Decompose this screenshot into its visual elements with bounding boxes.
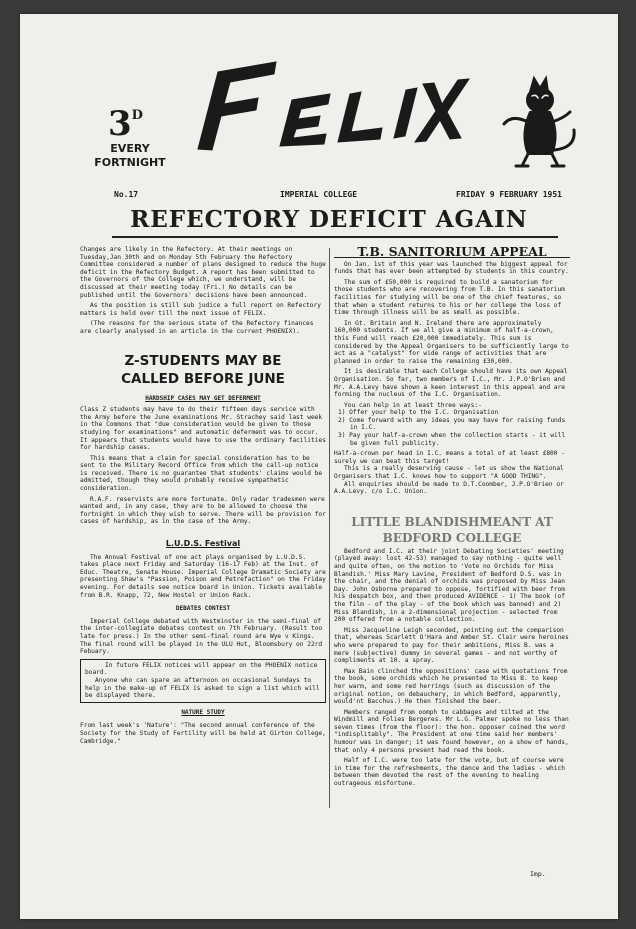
main-headline: REFECTORY DEFICIT AGAIN: [130, 206, 528, 233]
right-column: [334, 244, 570, 791]
luds-article: [80, 540, 326, 599]
issue-date: FRIDAY 9 FEBRUARY 1951: [456, 190, 562, 199]
tb-appeal-headline: T.B. SANITORIUM APPEAL: [334, 248, 570, 258]
headline-rule: [112, 236, 558, 238]
luds-paragraph: The Annual Festival of one act plays organised by L.U.D.S. takes place next Friday and Saturday (16-17 Feb) at the Inst. of Educ. Theatre, Senate House. Imperial College Dramatic Society are presenting Shaw's "Passion, Poison and Petrefaction" on the Friday evening. For details see notice board in Union. Tickets available from B.R. Knapp, 72, New Hostel or Union Rack.: [80, 553, 326, 599]
tb-appeal-paragraph: On Jan. 1st of this year was launched the biggest appeal for funds that has ever been attempted by students in this country.: [334, 260, 569, 276]
tb-appeal-closing: All enquiries should be made to D.T.Coomber, J.P.O'Brien or A.A.Levy. c/o I.C. Union.: [334, 480, 564, 496]
bedford-paragraph: Bedford and I.C. at their joint Debating Societies' meeting (played away: lost 42-53) managed to say nothing - quite well and quite often, on the motion to 'Vote no Orchids for Miss Blandish.' Miss Mary Lavine, President of Bedford D.S. was in the chair, and the denial of orchids was proposed by Miss Jean Day. John Osborne prepared to oppose, fortified with beer from his despatch box, and then produced AVIDENCE - 1) The book (of the film - of the play - of the book which was banned) and 2) Miss Blandish, in a 2-dimensional projection - selected from 200 offered from a notable collection.: [334, 547, 565, 624]
notice-line: Anyone who can spare an afternoon on occasional Sundays to help in the make-up of FELIX is asked to sign a list which will be displayed there.: [85, 676, 320, 700]
tb-appeal-paragraph: In Gt. Britain and N. Ireland there are approximately 160,000 students. If we all give a minimum of half-a-crown, this Fund will reach £20,000 immediately. This sum is considered by the Appeal Organisers to be sufficiently large to act as a "catalyst" for wide range of activities that are planned in order to raise the remaining £30,000.: [334, 319, 569, 365]
bedford-headline-1: LITTLE BLANDISHMEANT AT: [351, 514, 553, 529]
z-students-article: [80, 354, 326, 527]
bedford-headline-2: BEDFORD COLLEGE: [382, 530, 522, 545]
refectory-paragraph: (The reasons for the serious state of the Refectory finances are clearly analysed in an article in the current PHOENIX).: [80, 320, 314, 335]
price: [108, 104, 143, 144]
price-value: 3: [108, 104, 132, 144]
notice-line: In future FELIX notices will appear on the PHOENIX notice board.: [85, 661, 318, 677]
tb-appeal-paragraph: The sum of £50,000 is required to build a sanatorium for those students who are recovering from T.B. In this sanatorium facilities for studying will be one of the chief features, so that when a student returns to his or her college the loss of time through illness will be as small as possible.: [334, 278, 565, 317]
college-name: IMPERIAL COLLEGE: [280, 190, 358, 199]
bedford-signature: Imp.: [530, 870, 546, 878]
luds-headline: L.U.D.S. Festival: [165, 539, 241, 549]
column-divider: [329, 248, 330, 808]
z-students-paragraph: This means that a claim for special consideration has to be sent to the Military Record Office from which the call-up notice is received. There is no guarantee that students' claims would be admitted, though they would probably receive sympathetic consideration.: [80, 454, 323, 493]
tb-appeal-paragraph: You can help in at least three ways:-: [344, 401, 482, 409]
refectory-paragraph: As the position is still sub judice a full report on Refectory matters is held over till the next issue of FELIX.: [80, 302, 321, 317]
frequency-line-2: FORTNIGHT: [94, 156, 166, 169]
tb-appeal-way: 2) Come forward with any ideas you may have for raising funds in I.C.: [338, 416, 566, 432]
left-column: [80, 246, 326, 748]
tb-appeal-way: 3) Pay your half-a-crown when the collection starts - it will be given full publicity.: [338, 432, 566, 447]
price-unit: D: [131, 108, 143, 123]
bedford-paragraph: Miss Jacqueline Leigh seconded, pointing out the comparison that, whereas Scarlett O'Hara and Amber St. Clair were heroines who were prepared to pay for their ambitions, Miss B. was a mere (subjective) dummy in several games - and not worthy of compliments at 10. a spray.: [334, 626, 569, 665]
nature-study-article: [80, 709, 326, 745]
z-students-paragraph: R.A.F. reservists are more fortunate. Only radar tradesmen were wanted and, in any case, they are to be allowed to choose the fortnight in which they wish to serve. There will be provision for cases of hardship, as in the case of the Army.: [80, 495, 326, 526]
refectory-article: [80, 246, 326, 336]
tb-appeal-closing: This is a really deserving cause - let us show the National Organisers that I.C. knows how to support "A GOOD THING".: [334, 465, 564, 481]
bedford-paragraph: Max Bain clinched the oppositions' case with quotations from the book, some orchids which he presented to Miss B. to keep her warm, and some red herrings (such as discussion of the original notion, on debauchery, in which Bedford, apparently, would'nt Bacchus.) He then finished the beer.: [334, 667, 568, 706]
bedford-article: [334, 516, 570, 788]
tb-appeal-article: [334, 244, 570, 496]
bedford-paragraph: Members ranged from oomph to cabbages and tilted at the Windmill and Folies Bergeres. Mr L.G. Palmer spoke no less than seven times (from the floor): the hon. opposer coined the word "indisplitably". The President at one time said her members' humour was in danger; it was found however, on a show of hands, that only 4 persons present had read the book.: [334, 708, 569, 754]
tb-appeal-way: 1) Offer your help to the I.C. Organisation: [338, 409, 499, 417]
newspaper-page: [20, 14, 618, 919]
debates-paragraph: Imperial College debated with Westminster in the semi-final of the inter-collegiate debates contest on 7th February. (Result too late for press.) In the other semi-final round are Wye v Kings. The final round will be played in the ULU Hut, Bloomsbury on 22rd Febuary.: [80, 617, 323, 656]
nature-study-paragraph: From last week's 'Nature': "The second annual conference of the Society for the Study of Fertility will be held at Girton College, Cambridge.": [80, 722, 326, 745]
debates-article: [80, 605, 326, 656]
bedford-paragraph: Half of I.C. were too late for the vote, but of course were in time for the refreshments, the dance and the ladies - which between them devoted the rest of the evening to healing outrageous misfortune.: [334, 757, 565, 788]
felix-logo: [180, 54, 470, 154]
refectory-paragraph: Changes are likely in the Refectory. At their meetings on Tuesday,Jan 30th and on Monday 5th February the Refectory Committee considered a number of plans designed to reduce the huge deficit in the Refectory Budget. A report has been submitted to the Governors of the College which, we understand, will be discussed at their meeting today (Fri.) No details can be published until the Governors' decisions have been announced.: [80, 246, 326, 299]
tb-appeal-closing: Half-a-crown per head in I.C. means a total of at least £800 - surely we can beat this target!: [334, 450, 565, 465]
masthead: [20, 14, 618, 184]
z-students-subhead: HARDSHIP CASES MAY GET DEFERMENT: [145, 394, 261, 402]
tb-appeal-ways: [334, 409, 570, 447]
tb-appeal-paragraph: It is desirable that each College should have its own Appeal Organisation. So far, two members of I.C., Mr. J.P.O'Brien and Mr. A.A.Levy have shown a keen interest in this appeal and are forming the nucleus of the I.C. Organisation.: [334, 368, 568, 399]
debates-headline: DEBATES CONTEST: [175, 605, 231, 613]
z-students-paragraph: Class Z students may have to do their fifteen days service with the Army before the June examinations Mr. Strachey said last week in the Commons that "due consideration would be given to those studying for examinations" and automatic deferment was to occur. It appears that students would have to use the ordinary facilities for hardship cases.: [80, 406, 326, 452]
nature-study-headline: NATURE STUDY: [181, 708, 225, 716]
felix-cat-icon: [490, 74, 580, 174]
frequency: [80, 142, 180, 170]
z-students-headline-2: CALLED BEFORE JUNE: [121, 370, 285, 387]
notice-box: [80, 659, 326, 703]
frequency-line-1: EVERY: [110, 142, 150, 155]
issue-number: No.17: [114, 190, 139, 199]
z-students-headline-1: Z-STUDENTS MAY BE: [124, 352, 282, 369]
